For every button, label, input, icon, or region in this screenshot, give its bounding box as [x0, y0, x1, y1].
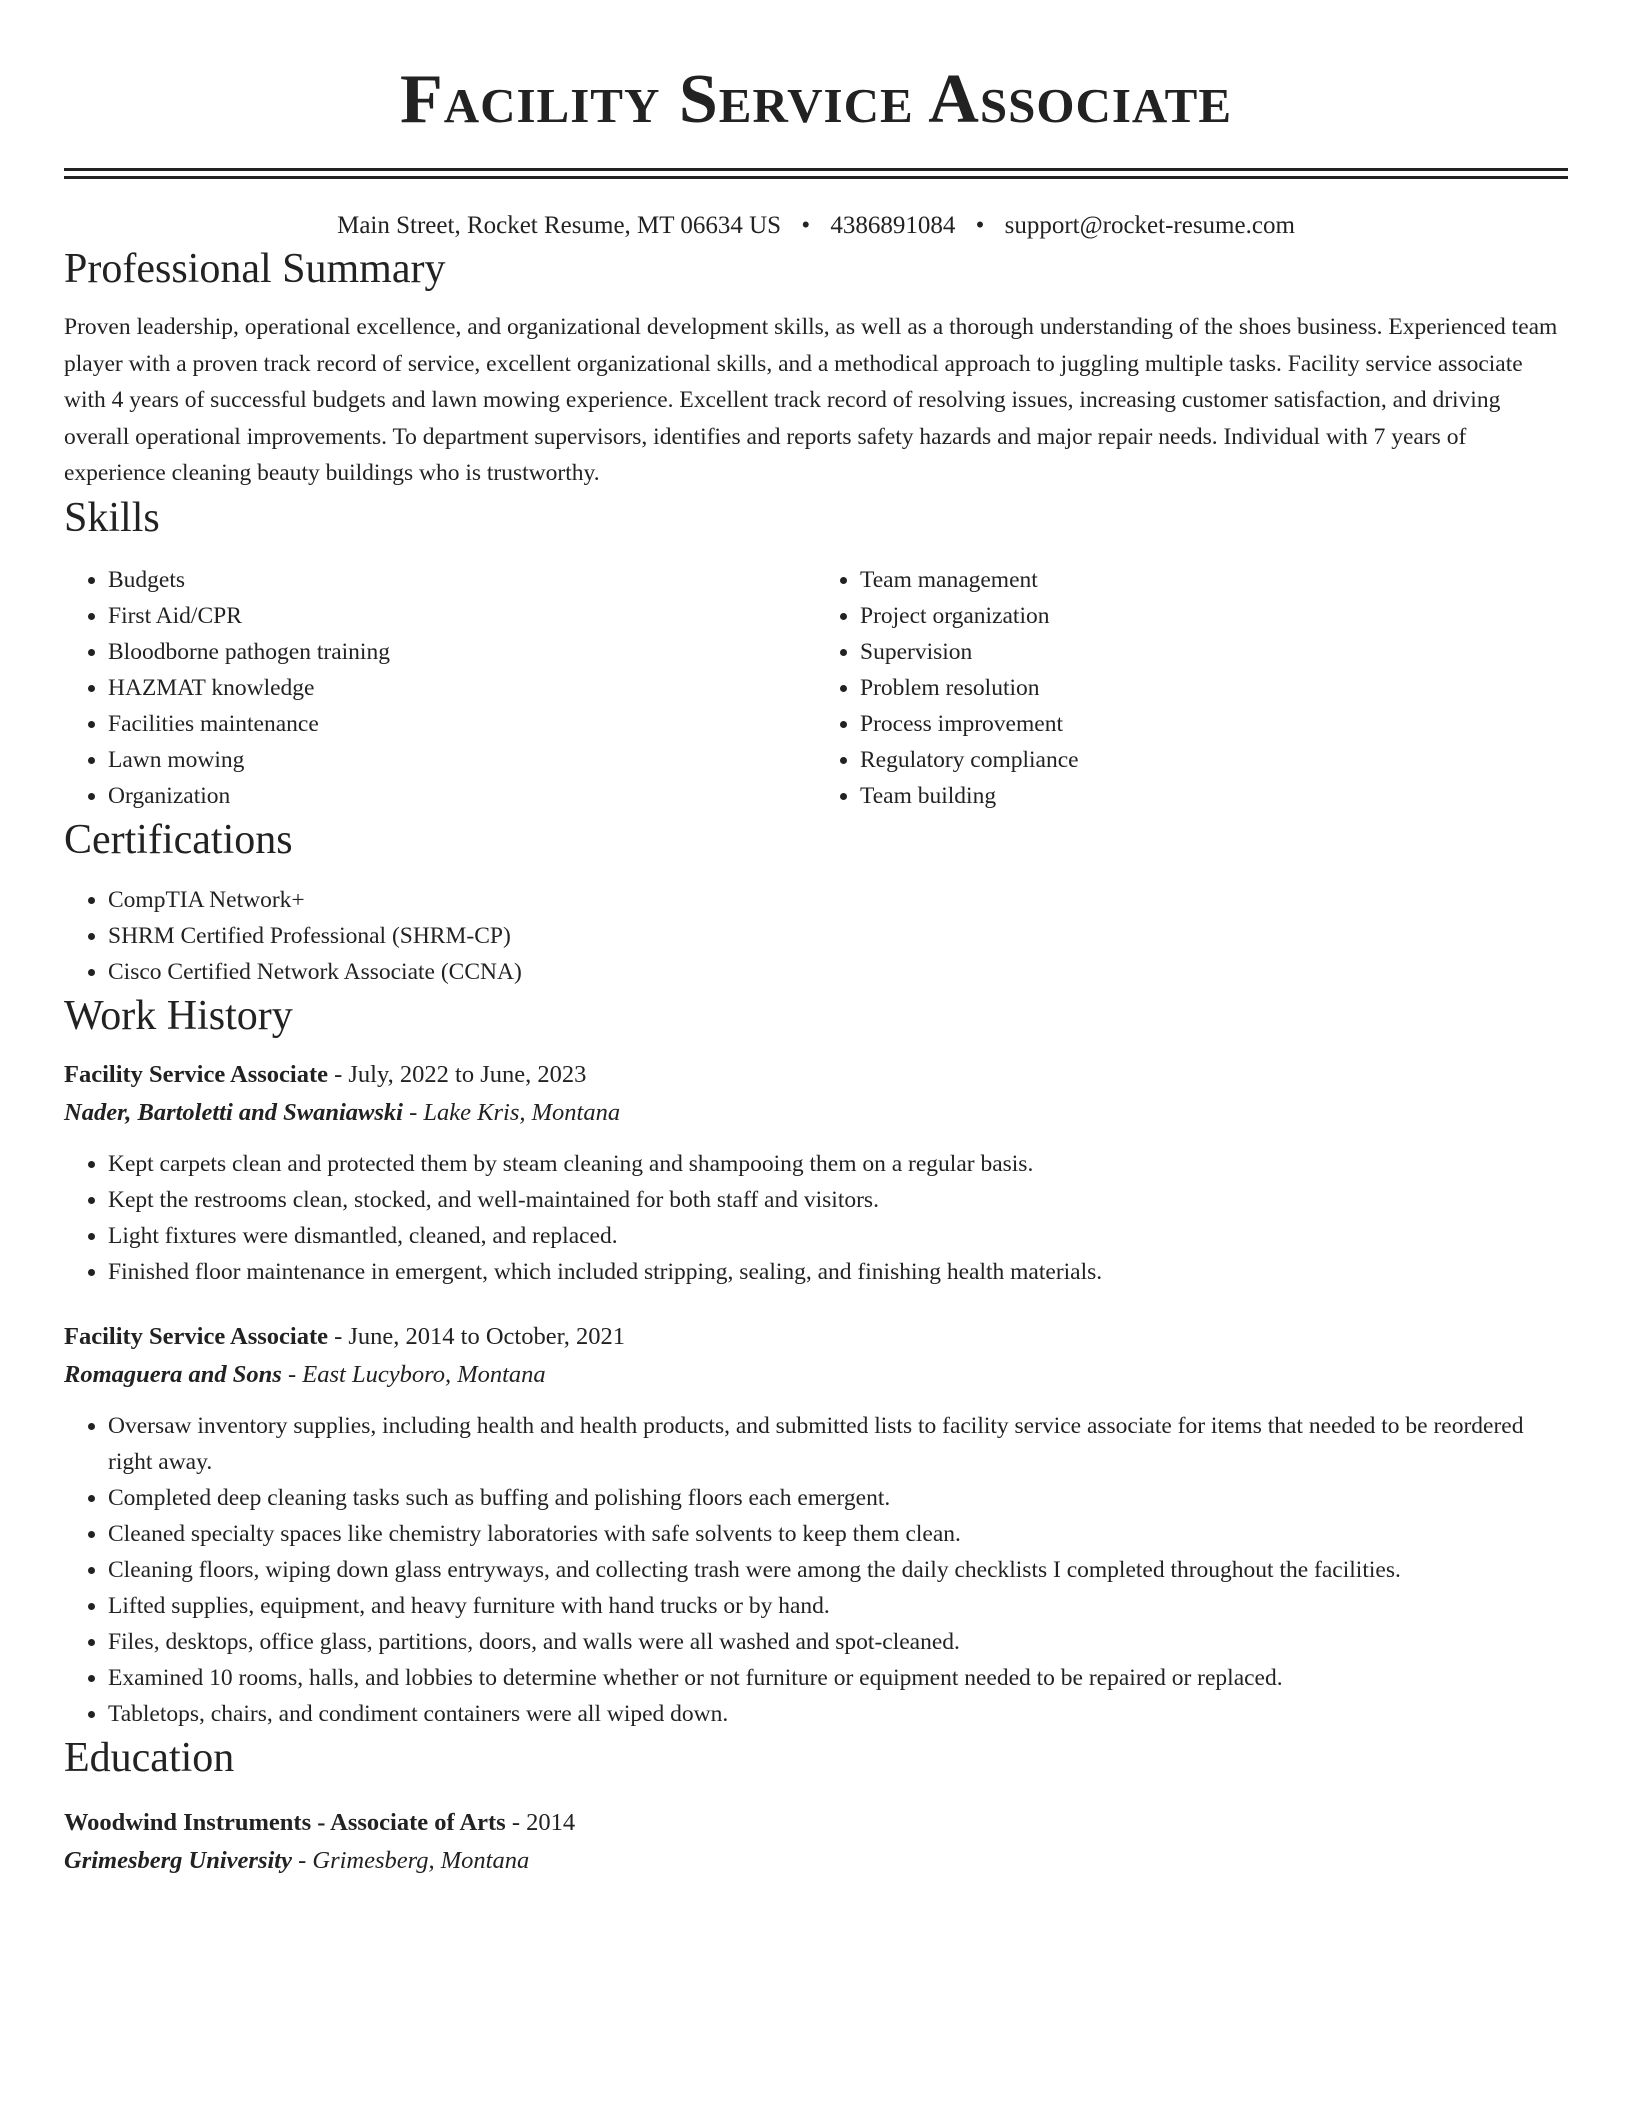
- skill-item: • Lawn mowing: [108, 742, 816, 778]
- summary-heading: Professional Summary: [64, 246, 446, 292]
- job-location: - East Lucyboro, Montana: [281, 1360, 546, 1388]
- job-entry: [64, 1056, 1568, 1290]
- resume-name: Facility Service Associate: [399, 61, 1233, 138]
- job-duty: • Completed deep cleaning tasks such as buffing and polishing floors each emergent.: [108, 1480, 1568, 1516]
- job-duty: • Oversaw inventory supplies, including health and health products, and submitted lists to facility service associate for items that needed to be reordered right away.: [108, 1408, 1568, 1480]
- education-heading: Education: [64, 1734, 235, 1781]
- work-history-heading: Work History: [64, 992, 293, 1039]
- job-dates: - July, 2022 to June, 2023: [327, 1060, 587, 1088]
- job-title-line: [64, 1056, 1568, 1094]
- job-company-line: [64, 1356, 1568, 1394]
- skill-item: • First Aid/CPR: [108, 598, 816, 634]
- skill-item: • Bloodborne pathogen training: [108, 634, 816, 670]
- skill-item: • Supervision: [860, 634, 1568, 670]
- education-degree: Woodwind Instruments - Associate of Arts: [64, 1808, 506, 1836]
- skill-item: • HAZMAT knowledge: [108, 670, 816, 706]
- job-company: Romaguera and Sons: [64, 1360, 282, 1388]
- skill-item: • Process improvement: [860, 706, 1568, 742]
- job-duty: • Finished floor maintenance in emergent, which included stripping, sealing, and finishing health materials.: [108, 1254, 1568, 1290]
- contact-email: support@rocket-resume.com: [1004, 212, 1295, 239]
- education-year: - 2014: [505, 1808, 576, 1836]
- certification-item: • SHRM Certified Professional (SHRM-CP): [108, 918, 1568, 954]
- education-school-line: [64, 1842, 1568, 1880]
- skills-heading: Skills: [64, 494, 160, 541]
- summary-text: Proven leadership, operational excellence, and organizational development skills, as well as a thorough understanding of the shoes business. Experienced team player with a proven track record of service, excellent organizational skills, and a methodical approach to juggling multiple tasks. Facility service associate with 4 years of successful budgets and lawn mowing experience. Excellent track record of resolving issues, increasing customer satisfaction, and driving overall operational improvements. To department supervisors, identifies and reports safety hazards and major repair needs. Individual with 7 years of experience cleaning beauty buildings who is trustworthy.: [64, 314, 1558, 486]
- job-dates: - June, 2014 to October, 2021: [327, 1322, 626, 1350]
- certifications-heading: Certifications: [64, 816, 293, 863]
- job-duty: • Examined 10 rooms, halls, and lobbies to determine whether or not furniture or equipment needed to be repaired or replaced.: [108, 1660, 1568, 1696]
- job-title: Facility Service Associate: [64, 1060, 328, 1088]
- contact-line: [64, 209, 1568, 243]
- certification-item: • CompTIA Network+: [108, 882, 1568, 918]
- skill-item: • Team management: [860, 562, 1568, 598]
- certifications-list: [64, 882, 1568, 990]
- job-duty: • Light fixtures were dismantled, cleaned, and replaced.: [108, 1218, 1568, 1254]
- job-location: - Lake Kris, Montana: [403, 1098, 621, 1126]
- skill-item: • Regulatory compliance: [860, 742, 1568, 778]
- job-title: Facility Service Associate: [64, 1322, 328, 1350]
- contact-separator: •: [801, 212, 811, 239]
- education-location: - Grimesberg, Montana: [291, 1846, 530, 1874]
- skills-list-right: [816, 562, 1568, 814]
- education-school: Grimesberg University: [64, 1846, 292, 1874]
- contact-address: Main Street, Rocket Resume, MT 06634 US: [337, 212, 782, 239]
- job-entry: [64, 1318, 1568, 1732]
- skill-item: • Facilities maintenance: [108, 706, 816, 742]
- skill-item: • Budgets: [108, 562, 816, 598]
- job-duties-list: [64, 1408, 1568, 1732]
- skill-item: • Problem resolution: [860, 670, 1568, 706]
- skill-item: • Team building: [860, 778, 1568, 814]
- job-company: Nader, Bartoletti and Swaniawski: [64, 1098, 403, 1126]
- contact-separator: •: [975, 212, 985, 239]
- skill-item: • Project organization: [860, 598, 1568, 634]
- header-divider: [64, 168, 1568, 179]
- skills-columns: [64, 562, 1568, 814]
- job-duty: • Lifted supplies, equipment, and heavy furniture with hand trucks or by hand.: [108, 1588, 1568, 1624]
- job-duty: • Tabletops, chairs, and condiment containers were all wiped down.: [108, 1696, 1568, 1732]
- job-duty: • Kept the restrooms clean, stocked, and well-maintained for both staff and visitors.: [108, 1182, 1568, 1218]
- job-duties-list: [64, 1146, 1568, 1290]
- job-company-line: [64, 1094, 1568, 1132]
- skill-item: • Organization: [108, 778, 816, 814]
- job-duty: • Kept carpets clean and protected them by steam cleaning and shampooing them on a regular basis.: [108, 1146, 1568, 1182]
- skills-list-left: [64, 562, 816, 814]
- job-duty: • Cleaning floors, wiping down glass entryways, and collecting trash were among the daily checklists I completed throughout the facilities.: [108, 1552, 1568, 1588]
- contact-phone: 4386891084: [830, 212, 956, 239]
- certification-item: • Cisco Certified Network Associate (CCNA): [108, 954, 1568, 990]
- job-duty: • Cleaned specialty spaces like chemistry laboratories with safe solvents to keep them clean.: [108, 1516, 1568, 1552]
- job-title-line: [64, 1318, 1568, 1356]
- education-degree-line: [64, 1804, 1568, 1842]
- job-duty: • Files, desktops, office glass, partitions, doors, and walls were all washed and spot-cleaned.: [108, 1624, 1568, 1660]
